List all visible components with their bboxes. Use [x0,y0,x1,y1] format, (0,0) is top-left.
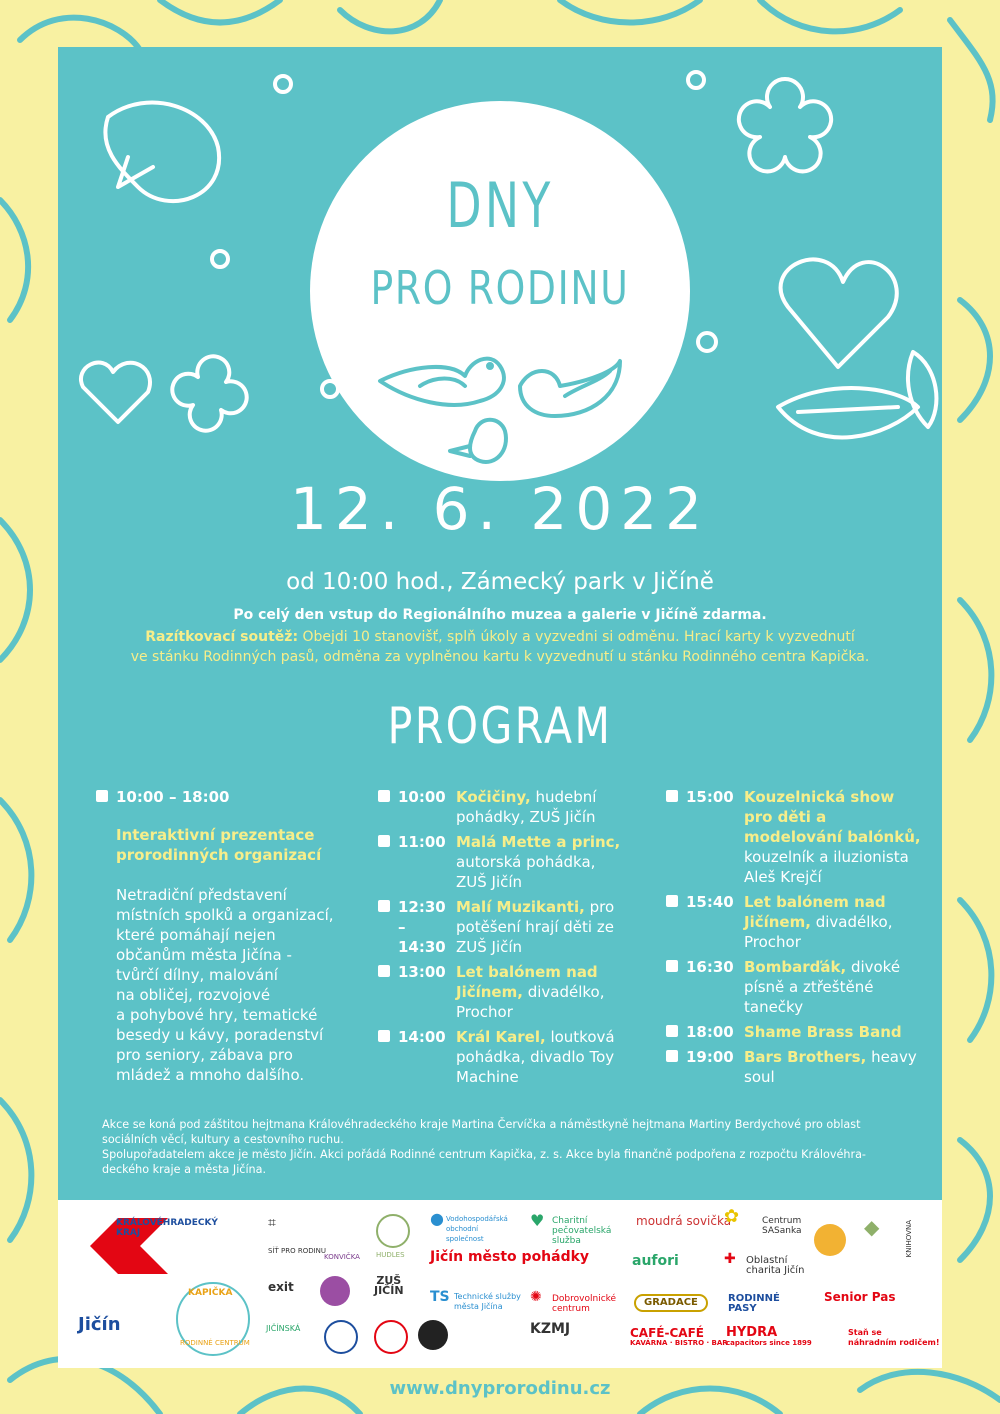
desc-line: a pohybové hry, tematické [116,1006,318,1024]
title-circle [310,101,690,481]
item-title: Kouzelnická show pro děti a modelování balónků, [744,788,921,846]
all-day-time [96,787,346,807]
vhs-logo [446,1214,508,1244]
item-title: Malá Mette a princ, [456,833,621,851]
item-desc: kouzelník a iluzionista Aleš Krejčí [744,848,909,886]
footnote-line: deckého kraje a města Jičína. [102,1163,267,1176]
program-column-3 [666,787,926,1092]
hydra-line: HYDRA [726,1325,778,1340]
program-item [378,962,628,1022]
all-day-description [96,885,346,1085]
footnote-line: sociálních věcí, kultury a cestovního ruchu. [102,1133,344,1146]
item-time: 11:00 [398,833,446,851]
time-label: 10:00 – 18:00 [116,788,230,806]
museum-note: Po celý den vstup do Regionálního muzea a galerie v Jičíně zdarma. [233,607,767,623]
program-item [378,1027,628,1087]
website-url[interactable]: www.dnyprorodinu.cz [389,1378,611,1399]
item-title: Bombarďák, [744,958,847,976]
item-desc: autorská pohádka, ZUŠ Jičín [456,853,596,891]
jicin-mesto-logo: Jičín město pohádky [430,1249,590,1265]
item-title: Král Karel, [456,1028,546,1046]
k-logo [418,1320,448,1350]
item-title: Malí Muzikanti, [456,898,585,916]
desc-line: pro seniory, zábava pro [116,1046,293,1064]
charita-line: pečovatelská [552,1226,612,1236]
item-time: 14:00 [398,1028,446,1046]
checkbox-icon [378,835,390,847]
contest-info [98,627,902,667]
charita-line: služba [552,1236,581,1246]
desc-line: místních spolků a organizací, [116,906,334,924]
title-line1: DNY [446,169,554,242]
subtitle-line2: prorodinných organizací [116,846,322,864]
item-time: 12:30 – 14:30 [398,898,446,956]
all-day-subtitle [96,825,346,865]
hydra-line: capacitors since 1899 [726,1339,812,1347]
hudles-label: HUDLES [376,1251,405,1259]
checkbox-icon [378,1030,390,1042]
checkbox-icon [666,1050,678,1062]
program-column-2 [378,787,628,1092]
program-column-1 [96,787,346,1085]
checkbox-icon [96,790,108,802]
aufori-logo: aufori [632,1253,679,1269]
program-item [666,1022,926,1042]
vhs-line: Vodohospodářská [446,1215,508,1223]
desc-line: které pomáhají nejen [116,926,276,944]
item-desc: pro potěšení hrají děti ze ZUŠ Jičín [456,898,615,956]
contest-text1: Obejdi 10 stanovišť, splň úkoly a vyzvedni si odměnu. Hrací karty k vyzvednutí [302,629,855,645]
checkbox-icon [666,1025,678,1037]
cafe-line: CAFÉ-CAFÉ [630,1326,704,1340]
oblastni-charita-logo [746,1256,804,1276]
program-item [666,957,926,1017]
vhs-line: společnost [446,1235,484,1243]
knihovna-logo: KNIHOVNA [905,1220,913,1258]
nahradni-rodic-logo [848,1328,939,1348]
item-desc: divadélko, Prochor [744,913,893,951]
gradace-logo: GRADACE [634,1294,708,1312]
item-time: 15:40 [686,893,734,911]
item-desc: hudební pohádky, ZUŠ Jičín [456,788,597,826]
program-item [666,1047,926,1087]
contest-text2: ve stánku Rodinných pasů, odměna za vyplněnou kartu k vyzvednutí u stánku Rodinného centra Kapička. [130,649,870,665]
oblastni-line: charita Jičín [746,1265,805,1276]
desc-line: tvůrčí dílny, malování [116,966,278,984]
charita-line: Charitní [552,1216,588,1226]
item-desc: divadélko, Prochor [456,983,605,1021]
people-logo [320,1276,350,1306]
footnote [102,1117,902,1177]
dobro-line: centrum [552,1304,590,1314]
contest-label: Razítkovací soutěž: [145,629,299,645]
ts-icon: TS [430,1289,450,1305]
zus-line: JIČÍN [374,1284,404,1297]
item-time: 16:30 [686,958,734,976]
birds-illustration [370,341,630,471]
kzmj-logo: KZMJ [530,1321,571,1337]
cafe-line: KAVÁRNA · BISTRO · BAR [630,1339,728,1347]
sponsor-logos [58,1200,942,1368]
desc-line: mládež a mnoho dalšího. [116,1066,305,1084]
item-desc: loutková pohádka, divadlo Toy Machine [456,1028,615,1086]
senior-pas-logo: Senior Pas [824,1290,896,1304]
title-line2: PRO RODINU [370,261,630,315]
item-time: 10:00 [398,788,446,806]
item-desc: divoké písně a ztřeštěné tanečky [744,958,901,1016]
event-venue: od 10:00 hod., Zámecký park v Jičíně [286,569,714,595]
checkbox-icon [666,895,678,907]
kapicka-top: KAPIČKA [188,1288,233,1298]
checkbox-icon [378,900,390,912]
program-item [378,787,628,827]
drop-icon: ● [430,1209,444,1228]
dobro-line: Dobrovolnické [552,1294,617,1304]
kapicka-bottom: RODINNÉ CENTRUM [180,1339,250,1347]
dobrovolnicke-logo [552,1294,616,1314]
oblastni-line: Oblastní [746,1255,788,1266]
item-title: Bars Brothers, [744,1048,867,1066]
charita-icon: ✚ [724,1251,736,1267]
badge-logo [324,1320,358,1354]
event-date: 12. 6. 2022 [289,475,711,543]
desc-line: občanům města Jičína - [116,946,292,964]
sasanka-line: Centrum [762,1216,802,1226]
program-item [666,787,926,887]
hudles-logo [376,1214,410,1248]
checkbox-icon [378,790,390,802]
cafe-logo [630,1328,728,1348]
main-panel [58,47,942,1200]
item-title: Let balónem nad Jičínem, [456,963,598,1001]
sit-icon: ⌗ [268,1215,276,1231]
item-time: 15:00 [686,788,734,806]
charita-sluzba-logo [552,1216,611,1246]
smiley-logo [814,1224,846,1256]
item-time: 19:00 [686,1048,734,1066]
rodinne-pasy-logo [728,1294,780,1314]
program-item [378,832,628,892]
desc-line: Netradiční představení [116,886,287,904]
zus-line: ZUŠ [376,1274,402,1287]
heart-hands-icon: ♥ [530,1211,545,1230]
item-title: Kočičiny, [456,788,531,806]
checkbox-icon [666,790,678,802]
footnote-line: Akce se koná pod záštitou hejtmana Královéhradeckého kraje Martina Červíčka a náměstkyně hejtmana Martiny Berdychové pro oblast [102,1118,861,1131]
item-title: Shame Brass Band [744,1023,902,1041]
ts-logo [454,1292,521,1312]
nahradni-line: Staň se [848,1328,882,1337]
program-item [666,892,926,952]
jicin-logo: Jičín [78,1314,121,1335]
sasanka-logo [762,1216,802,1236]
desc-line: na obličej, rozvojové [116,986,271,1004]
item-desc: heavy soul [744,1048,917,1086]
nahradni-line: náhradním rodičem! [848,1338,940,1347]
checkbox-icon [666,960,678,972]
pasy-line: RODINNÉ [728,1293,780,1304]
sun-icon: ✺ [530,1289,542,1305]
exit-logo: exit [268,1280,294,1294]
kraj-label: KRÁLOVÉHRADECKÝ KRAJ [116,1218,218,1238]
zus-logo [374,1276,404,1296]
cspn-logo: ◆ [864,1215,880,1239]
pasy-line: PASY [728,1303,757,1314]
item-time: 13:00 [398,963,446,981]
konvicka-logo: KONVIČKA [324,1253,360,1261]
sit-label: SÍŤ PRO RODINU [268,1247,327,1255]
sovicka-logo: moudrá sovička [636,1214,732,1228]
program-title: PROGRAM [387,697,613,755]
ts-line: Technické služby [454,1292,521,1301]
jicinska-logo: JIČÍNSKÁ [266,1324,301,1333]
vhs-line: obchodní [446,1225,479,1233]
sasanka-line: SASanka [762,1226,802,1236]
item-time: 18:00 [686,1023,734,1041]
subtitle-line1: Interaktivní prezentace [116,826,315,844]
flower-icon: ✿ [724,1206,740,1227]
desc-line: besedy u kávy, poradenství [116,1026,324,1044]
program-item [378,897,628,957]
hydra-logo [726,1325,812,1348]
item-title: Let balónem nad Jičínem, [744,893,886,931]
footnote-line: Spolupořadatelem akce je město Jičín. Akci pořádá Rodinné centrum Kapička, z. s. Akce byla finančně podpořena z rozpočtu Královéhra- [102,1148,866,1161]
checkbox-icon [378,965,390,977]
red-cross-logo [374,1320,408,1354]
ts-line: města Jičína [454,1302,503,1311]
